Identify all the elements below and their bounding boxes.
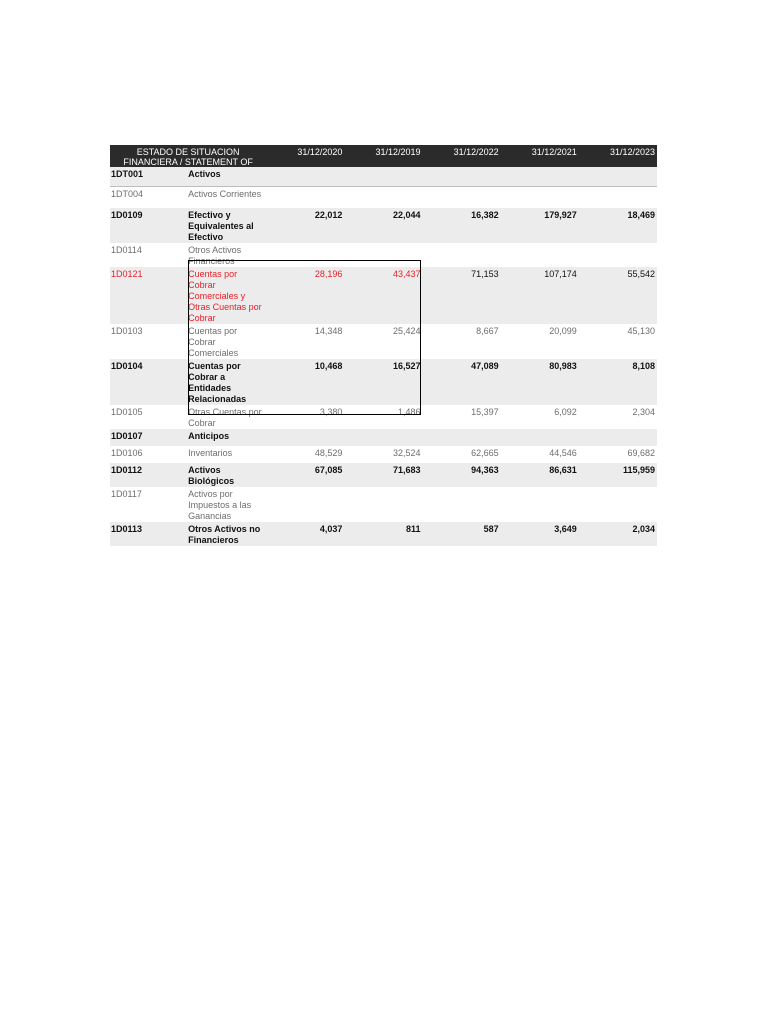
row-value[interactable] [266, 186, 344, 208]
row-code[interactable]: 1D0112 [110, 463, 188, 487]
row-value[interactable]: 115,959 [579, 463, 657, 487]
row-code[interactable]: 1D0114 [111, 245, 142, 255]
header-date-3[interactable]: 31/12/2022 [423, 145, 501, 167]
table-row [110, 359, 657, 405]
table-row [110, 429, 657, 446]
row-name[interactable]: Activos Corrientes [188, 188, 262, 199]
table-row [110, 446, 657, 463]
row-value[interactable]: 43,437 [344, 267, 422, 324]
table-row [110, 487, 657, 522]
row-name[interactable]: Activos [188, 167, 266, 186]
row-code[interactable]: 1D0104 [110, 359, 188, 405]
table-row [110, 167, 657, 186]
row-value[interactable]: 48,529 [314, 448, 343, 458]
row-value[interactable]: 179,927 [501, 208, 579, 243]
row-value[interactable] [423, 487, 501, 522]
row-code[interactable]: 1DT001 [110, 167, 188, 186]
table-row [110, 208, 657, 243]
row-value[interactable]: 15,397 [471, 407, 499, 417]
row-value[interactable]: 3,380 [319, 407, 343, 417]
row-value[interactable] [579, 167, 657, 186]
row-code[interactable]: 1D0105 [111, 407, 143, 417]
row-value[interactable]: 62,665 [471, 448, 499, 458]
row-value[interactable] [501, 487, 579, 522]
row-value[interactable]: 45,130 [627, 326, 655, 336]
row-value[interactable]: 2,304 [632, 407, 655, 417]
row-value[interactable] [344, 487, 422, 522]
row-value[interactable]: 47,089 [423, 359, 501, 405]
header-row [110, 145, 657, 167]
header-title[interactable]: ESTADO DE SITUACION FINANCIERA / STATEMENT OF [110, 145, 266, 167]
row-value[interactable] [344, 243, 422, 267]
row-name[interactable]: Cuentas por Cobrar Comerciales [188, 326, 239, 358]
financial-statement-sheet [110, 145, 657, 546]
row-name[interactable]: Otros Activos Financieros [188, 245, 242, 266]
row-value[interactable] [344, 167, 422, 186]
table-row [110, 463, 657, 487]
row-name[interactable]: Efectivo y Equivalentes al Efectivo [188, 208, 266, 243]
row-value[interactable]: 94,363 [423, 463, 501, 487]
header-date-1[interactable]: 31/12/2020 [266, 145, 344, 167]
row-value[interactable]: 2,034 [579, 522, 657, 546]
row-value[interactable] [579, 243, 657, 267]
row-code[interactable]: 1D0107 [110, 429, 188, 446]
row-value[interactable]: 16,527 [344, 359, 422, 405]
row-value[interactable] [344, 429, 422, 446]
row-value[interactable]: 107,174 [501, 267, 579, 324]
row-name[interactable]: Activos Biológicos [188, 463, 266, 487]
row-code[interactable]: 1D0106 [111, 448, 143, 458]
row-value[interactable] [266, 429, 344, 446]
table-row [110, 243, 657, 267]
row-value[interactable]: 811 [344, 522, 422, 546]
row-value[interactable] [266, 487, 344, 522]
row-code[interactable]: 1D0103 [111, 326, 143, 336]
row-value[interactable]: 32,524 [393, 448, 421, 458]
row-value[interactable]: 44,546 [549, 448, 577, 458]
row-value[interactable]: 67,085 [266, 463, 344, 487]
row-name[interactable]: Cuentas por Cobrar Comerciales y Otras Cuentas por Cobrar [188, 267, 266, 324]
row-value[interactable]: 22,044 [344, 208, 422, 243]
row-code[interactable]: 1D0109 [110, 208, 188, 243]
row-value[interactable]: 28,196 [266, 267, 344, 324]
row-value[interactable]: 6,092 [554, 407, 577, 417]
table-row [110, 405, 657, 429]
row-code[interactable]: 1D0121 [110, 267, 188, 324]
row-code[interactable]: 1DT004 [111, 188, 144, 199]
table-row [110, 267, 657, 324]
row-value[interactable] [423, 429, 501, 446]
row-value[interactable]: 10,468 [266, 359, 344, 405]
row-value[interactable]: 86,631 [501, 463, 579, 487]
row-value[interactable]: 1,486 [398, 407, 421, 417]
row-code[interactable]: 1D0117 [111, 489, 142, 499]
row-name[interactable]: Cuentas por Cobrar a Entidades Relacionadas [188, 359, 266, 405]
row-value[interactable] [344, 186, 422, 208]
table-row [110, 186, 657, 208]
row-value[interactable] [579, 429, 657, 446]
row-name[interactable]: Otras Cuentas por Cobrar [188, 407, 262, 428]
row-value[interactable]: 69,682 [627, 448, 655, 458]
row-value[interactable] [501, 243, 579, 267]
row-value[interactable]: 71,153 [423, 267, 501, 324]
row-value[interactable]: 18,469 [579, 208, 657, 243]
row-name[interactable]: Inventarios [188, 448, 233, 458]
row-value[interactable] [266, 243, 344, 267]
row-name[interactable]: Activos por Impuestos a las Ganancias [188, 489, 252, 521]
row-value[interactable]: 25,424 [393, 326, 421, 336]
header-date-5[interactable]: 31/12/2023 [579, 145, 657, 167]
row-value[interactable] [579, 186, 657, 208]
table-row [110, 522, 657, 546]
row-name[interactable]: Otros Activos no Financieros [188, 522, 266, 546]
row-value[interactable]: 8,108 [579, 359, 657, 405]
row-value[interactable] [501, 167, 579, 186]
table-row [110, 324, 657, 359]
row-value[interactable]: 8,667 [476, 326, 499, 336]
row-value[interactable]: 14,348 [314, 326, 343, 336]
row-value[interactable] [501, 186, 579, 208]
row-code[interactable]: 1D0113 [110, 522, 188, 546]
row-value[interactable]: 4,037 [266, 522, 344, 546]
row-value[interactable] [423, 167, 501, 186]
row-value[interactable] [501, 429, 579, 446]
row-value[interactable]: 3,649 [501, 522, 579, 546]
row-name[interactable]: Anticipos [188, 429, 266, 446]
row-value[interactable] [266, 167, 344, 186]
row-value[interactable] [423, 243, 501, 267]
header-date-4[interactable]: 31/12/2021 [501, 145, 579, 167]
row-value[interactable] [423, 186, 501, 208]
row-value[interactable]: 16,382 [423, 208, 501, 243]
header-date-2[interactable]: 31/12/2019 [344, 145, 422, 167]
row-value[interactable]: 587 [423, 522, 501, 546]
row-value[interactable]: 80,983 [501, 359, 579, 405]
row-value[interactable]: 20,099 [549, 326, 577, 336]
row-value[interactable]: 71,683 [344, 463, 422, 487]
financial-table [110, 145, 657, 546]
row-value[interactable]: 55,542 [579, 267, 657, 324]
row-value[interactable] [579, 487, 657, 522]
row-value[interactable]: 22,012 [266, 208, 344, 243]
